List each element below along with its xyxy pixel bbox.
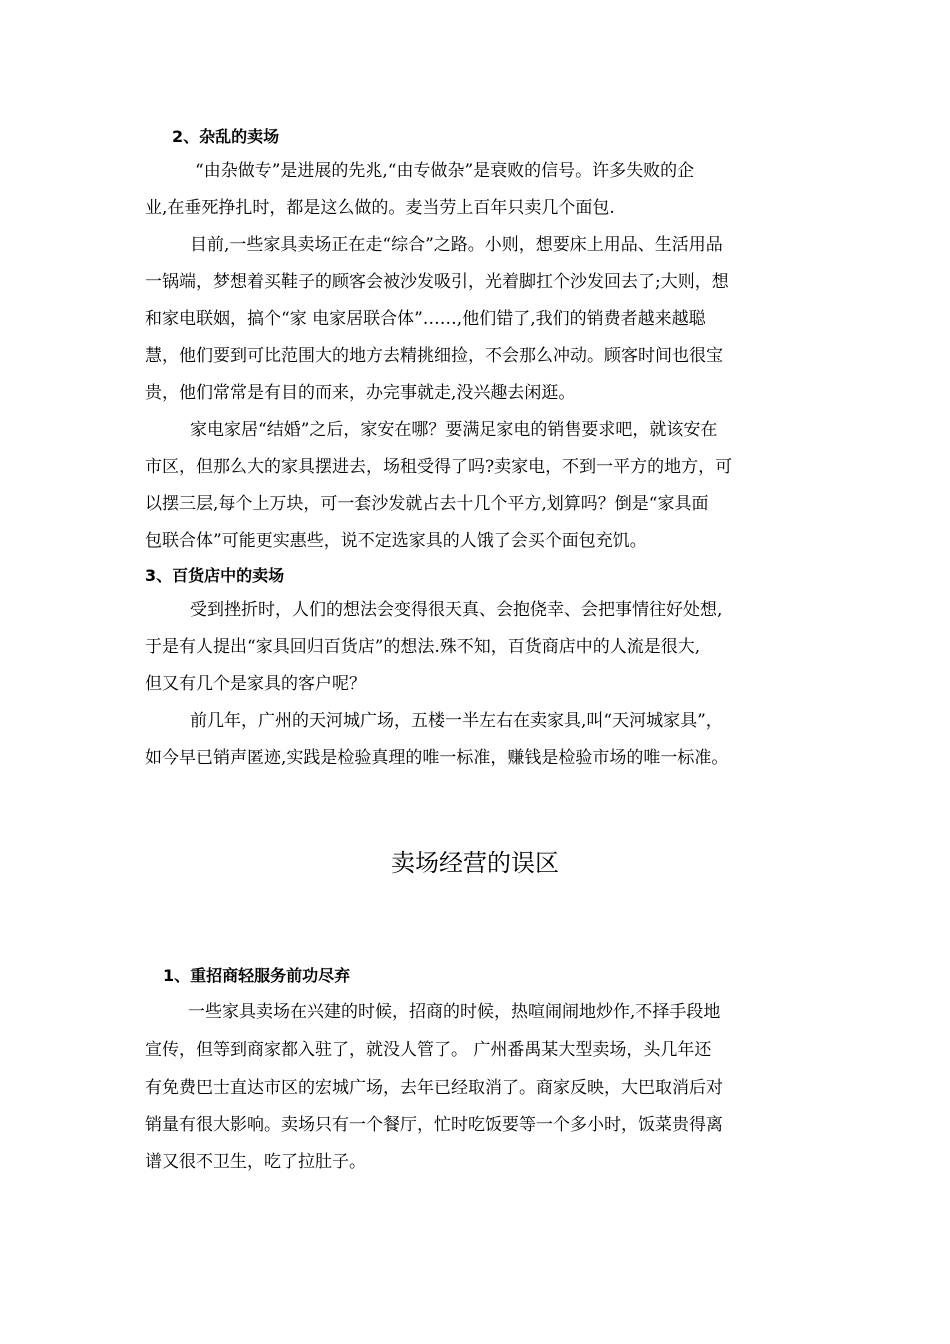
section-heading-department-store: 3、百货店中的卖场: [145, 566, 285, 585]
paragraph-line: 业,在垂死挣扎时，都是这么做的。麦当劳上百年只卖几个面包.: [145, 198, 615, 218]
paragraph-line: 有免费巴士直达市区的宏城广场，去年已经取消了。商家反映，大巴取消后对: [145, 1078, 723, 1098]
paragraph-line: 谱又很不卫生，吃了拉肚子。: [145, 1152, 366, 1172]
paragraph-line: 一锅端，梦想着买鞋子的顾客会被沙发吸引，光着脚扛个沙发回去了;大则，想: [145, 272, 729, 292]
paragraph-line: 以摆三层,每个上万块，可一套沙发就占去十几个平方,划算吗？倒是“家具面: [145, 494, 709, 514]
paragraph-line: 包联合体”可能更实惠些，说不定选家具的人饿了会买个面包充饥。: [145, 531, 647, 551]
paragraph-line: 受到挫折时，人们的想法会变得很天真、会抱侥幸、会把事情往好处想,: [190, 600, 723, 620]
paragraph-line: 销量有很大影响。卖场只有一个餐厅，忙时吃饭要等一个多小时，饭菜贵得离: [145, 1115, 723, 1135]
paragraph-line: “由杂做专”是进展的先兆,“由专做杂”是衰败的信号。许多失败的企: [195, 161, 695, 181]
paragraph-line: 于是有人提出“家具回归百货店”的想法.殊不知，百货商店中的人流是很大,: [145, 637, 701, 657]
section-heading-messy-store: 2、杂乱的卖场: [172, 127, 280, 146]
paragraph-line: 前几年，广州的天河城广场，五楼一半左右在卖家具,叫“天河城家具”，: [190, 711, 723, 731]
paragraph-line: 家电家居“结婚”之后，家安在哪？要满足家电的销售要求吧，就该安在: [190, 420, 718, 440]
paragraph-line: 宣传，但等到商家都入驻了，就没人管了。 广州番禺某大型卖场，头几年还: [145, 1040, 712, 1060]
paragraph-line: 目前,一些家具卖场正在走“综合”之路。小则，想要床上用品、生活用品: [190, 235, 723, 255]
paragraph-line: 一些家具卖场在兴建的时候，招商的时候，热喧闹闹地炒作,不择手段地: [188, 1002, 721, 1022]
section-heading-investment-over-service: 1、重招商轻服务前功尽弃: [163, 966, 351, 985]
paragraph-line: 慧，他们要到可比范围大的地方去精挑细捡，不会那么冲动。顾客时间也很宝: [145, 346, 723, 366]
paragraph-line: 但又有几个是家具的客户呢？: [145, 674, 366, 694]
paragraph-line: 如今早已销声匿迹,实践是检验真理的唯一标准，赚钱是检验市场的唯一标准。: [145, 748, 729, 768]
paragraph-line: 和家电联姻，搞个“家 电家居联合体”……,他们错了,我们的销费者越来越聪: [145, 309, 706, 329]
paragraph-line: 贵，他们常常是有目的而来，办完事就走,没兴趣去闲逛。: [145, 383, 576, 403]
page-title: 卖场经营的误区: [391, 849, 559, 877]
paragraph-line: 市区，但那么大的家具摆进去，场租受得了吗?卖家电，不到一平方的地方，可: [145, 457, 733, 477]
